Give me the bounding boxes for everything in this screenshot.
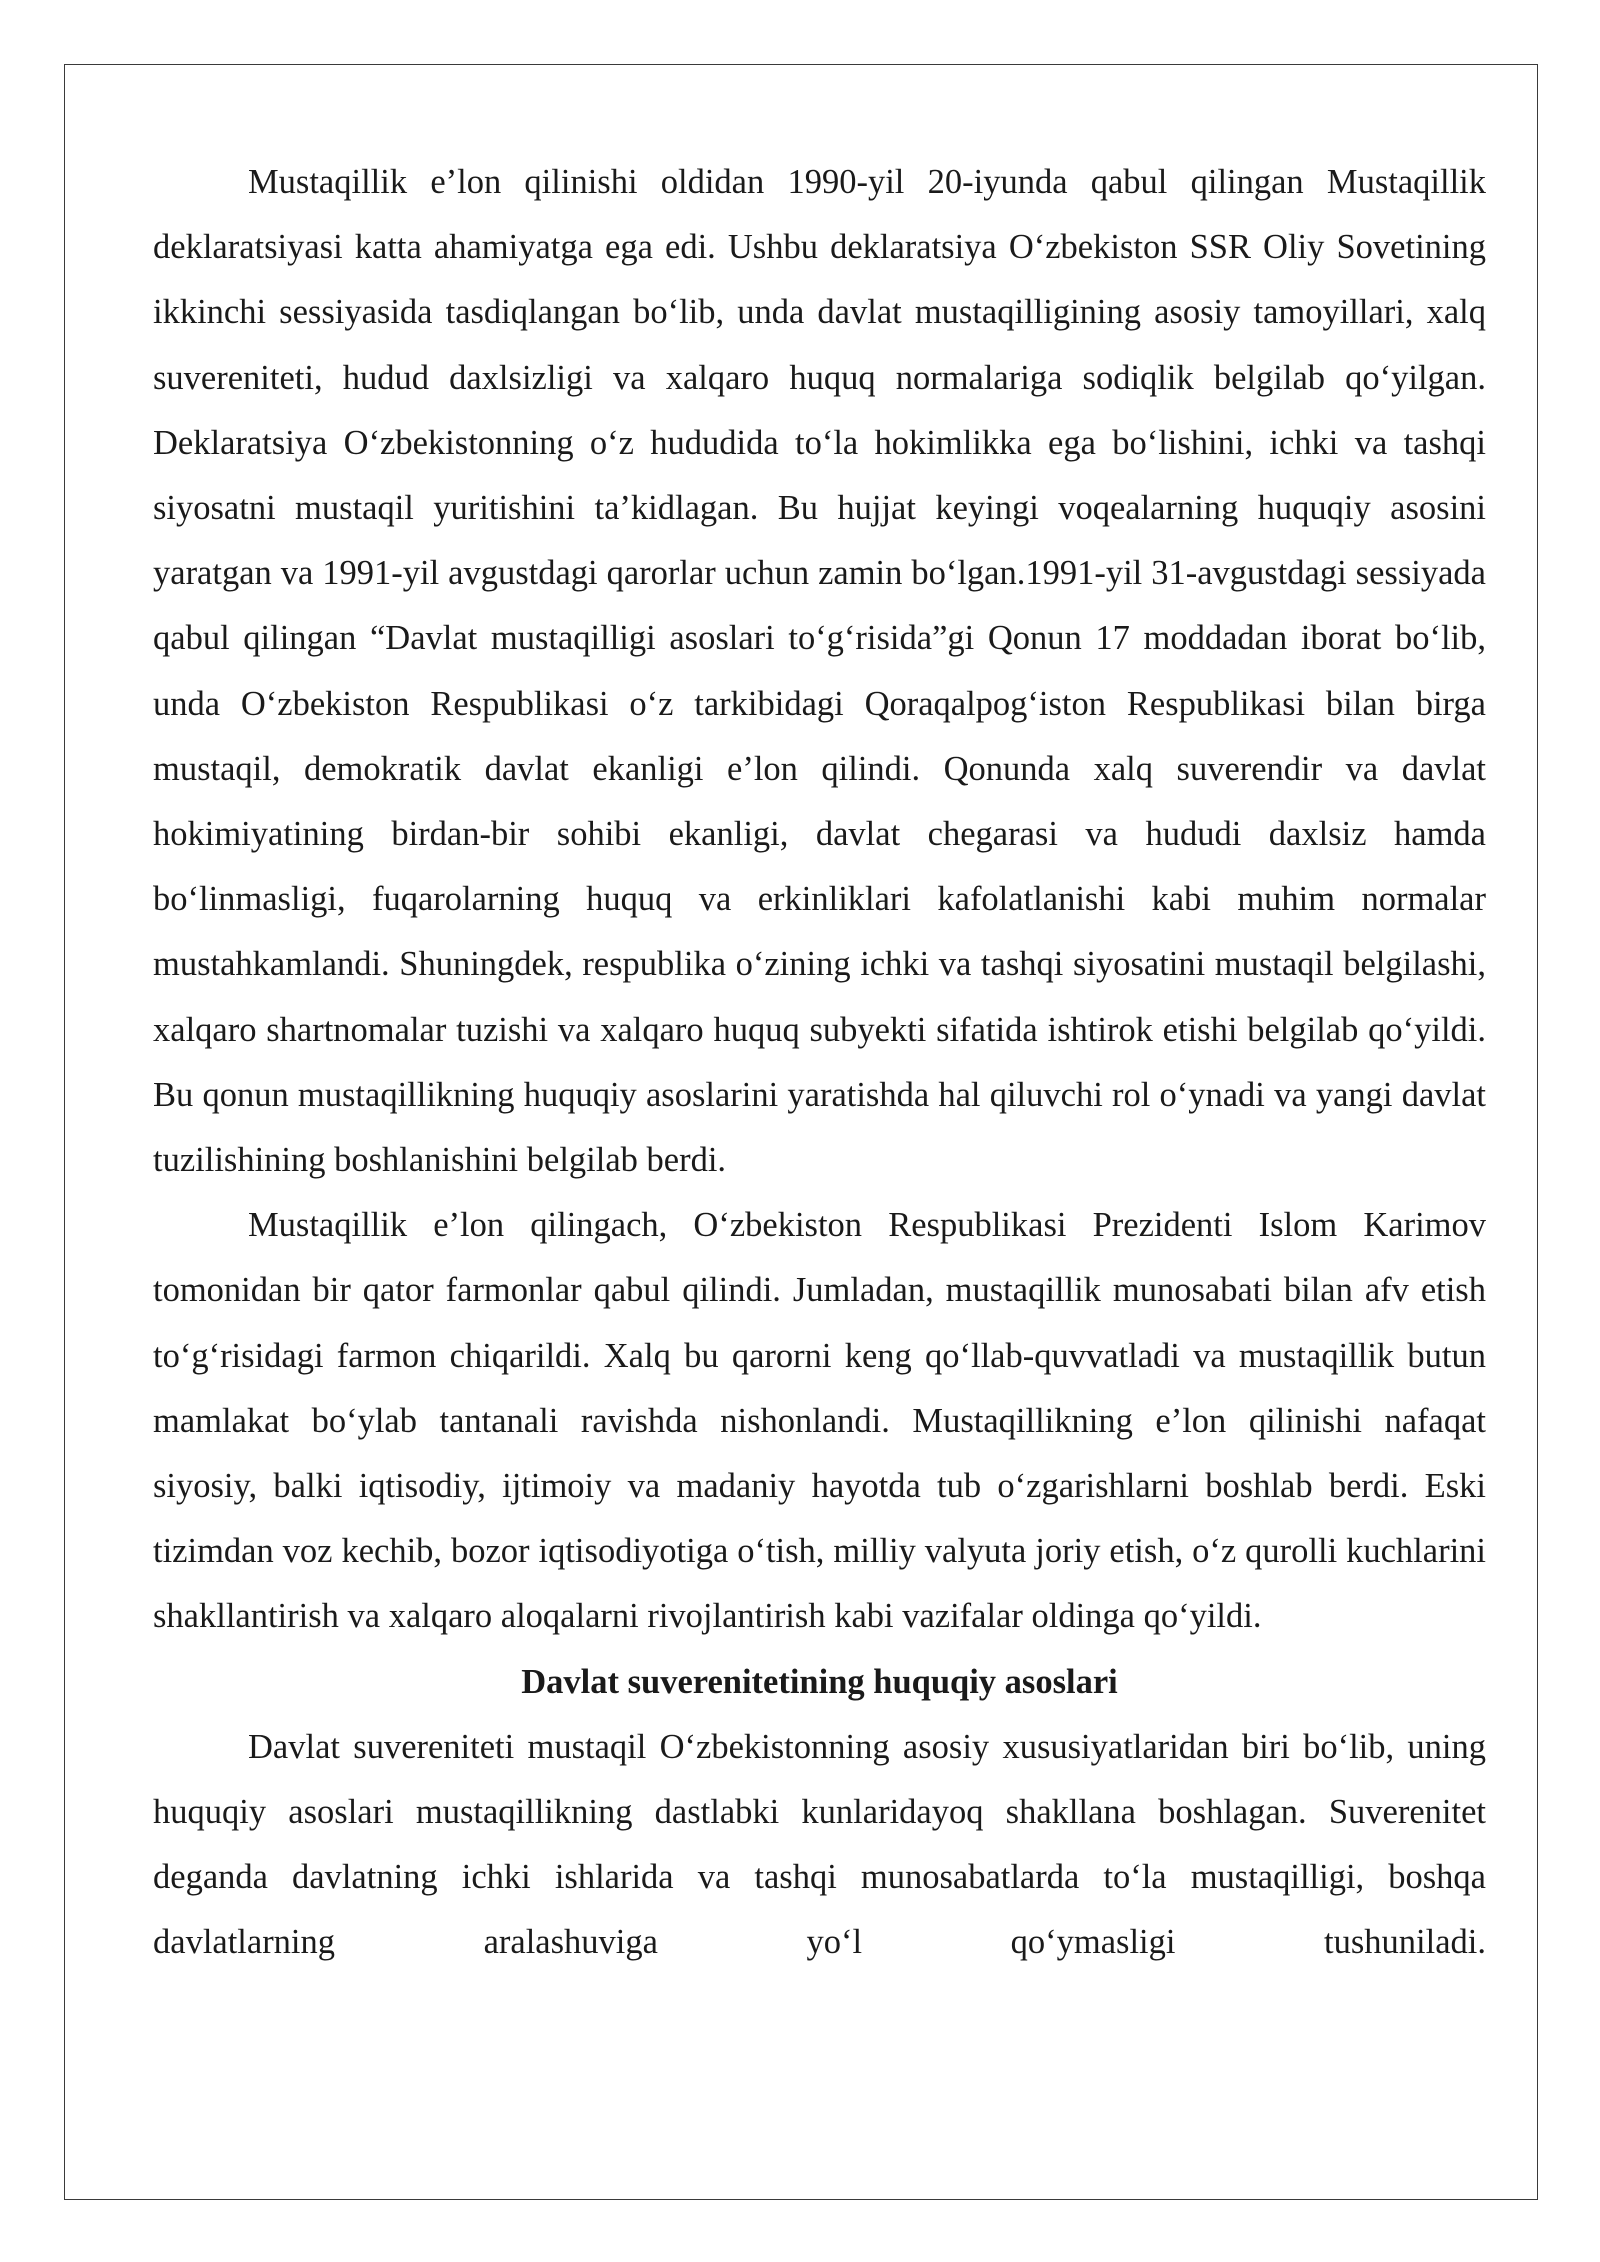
section-heading: Davlat suverenitetining huquqiy asoslari bbox=[521, 1662, 1118, 1701]
paragraph-presidential-decrees: Mustaqillik e’lon qilingach, O‘zbekiston Respublikasi Prezidenti Islom Karimov tomonidan bir qator farmonlar qabul qilindi. Jumladan, mustaqillik munosabati bilan afv etish to‘g‘risidagi farmon chiqarildi. Xalq bu qarorni keng qo‘llab-quvvatladi va mustaqillik butun mamlakat bo‘ylab tantanali ravishda nishonlandi. Mustaqillikning e’lon qilinishi nafaqat siyosiy, balki iqtisodiy, ijtimoiy va madaniy hayotda tub o‘zgarishlarni boshlab berdi. Eski tizimdan voz kechib, bozor iqtisodiyotiga o‘tish, milliy valyuta joriy etish, o‘z qurolli kuchlarini shakllantirish va xalqaro aloqalarni rivojlantirish kabi vazifalar oldinga qo‘yildi. bbox=[153, 1206, 1486, 1636]
document-body bbox=[153, 150, 1486, 1976]
paragraph-independence-declaration: Mustaqillik e’lon qilinishi oldidan 1990-yil 20-iyunda qabul qilingan Mustaqillik deklaratsiyasi katta ahamiyatga ega edi. Ushbu deklaratsiya O‘zbekiston SSR Oliy Sovetining ikkinchi sessiyasida tasdiqlangan bo‘lib, unda davlat mustaqilligining asosiy tamoyillari, xalq suvereniteti, hudud daxlsizligi va xalqaro huquq normalariga sodiqlik belgilab qo‘yilgan. Deklaratsiya O‘zbekistonning o‘z hududida to‘la hokimlikka ega bo‘lishini, ichki va tashqi siyosatni mustaqil yuritishini ta’kidlagan. Bu hujjat keyingi voqealarning huquqiy asosini yaratgan va 1991-yil avgustdagi qarorlar uchun zamin bo‘lgan.1991-yil 31-avgustdagi sessiyada qabul qilingan “Davlat mustaqilligi asoslari to‘g‘risida”gi Qonun 17 moddadan iborat bo‘lib, unda O‘zbekiston Respublikasi o‘z tarkibidagi Qoraqalpog‘iston Respublikasi bilan birga mustaqil, demokratik davlat ekanligi e’lon qilindi. Qonunda xalq suverendir va davlat hokimiyatining birdan-bir sohibi ekanligi, davlat chegarasi va hududi daxlsiz hamda bo‘linmasligi, fuqarolarning huquq va erkinliklari kafolatlanishi kabi muhim normalar mustahkamlandi. Shuningdek, respublika o‘zining ichki va tashqi siyosatini mustaqil belgilashi, xalqaro shartnomalar tuzishi va xalqaro huquq subyekti sifatida ishtirok etishi belgilab qo‘yildi. Bu qonun mustaqillikning huquqiy asoslarini yaratishda hal qiluvchi rol o‘ynadi va yangi davlat tuzilishining boshlanishini belgilab berdi. bbox=[153, 163, 1486, 1180]
paragraph-state-sovereignty: Davlat suvereniteti mustaqil O‘zbekistonning asosiy xususiyatlaridan biri bo‘lib, uning huquqiy asoslari mustaqillikning dastlabki kunlaridayoq shakllana boshlagan. Suverenitet deganda davlatning ichki ishlarida va tashqi munosabatlarda to‘la mustaqilligi, boshqa davlatlarning aralashuviga yo‘l qo‘ymasligi tushuniladi. bbox=[153, 1727, 1486, 1962]
